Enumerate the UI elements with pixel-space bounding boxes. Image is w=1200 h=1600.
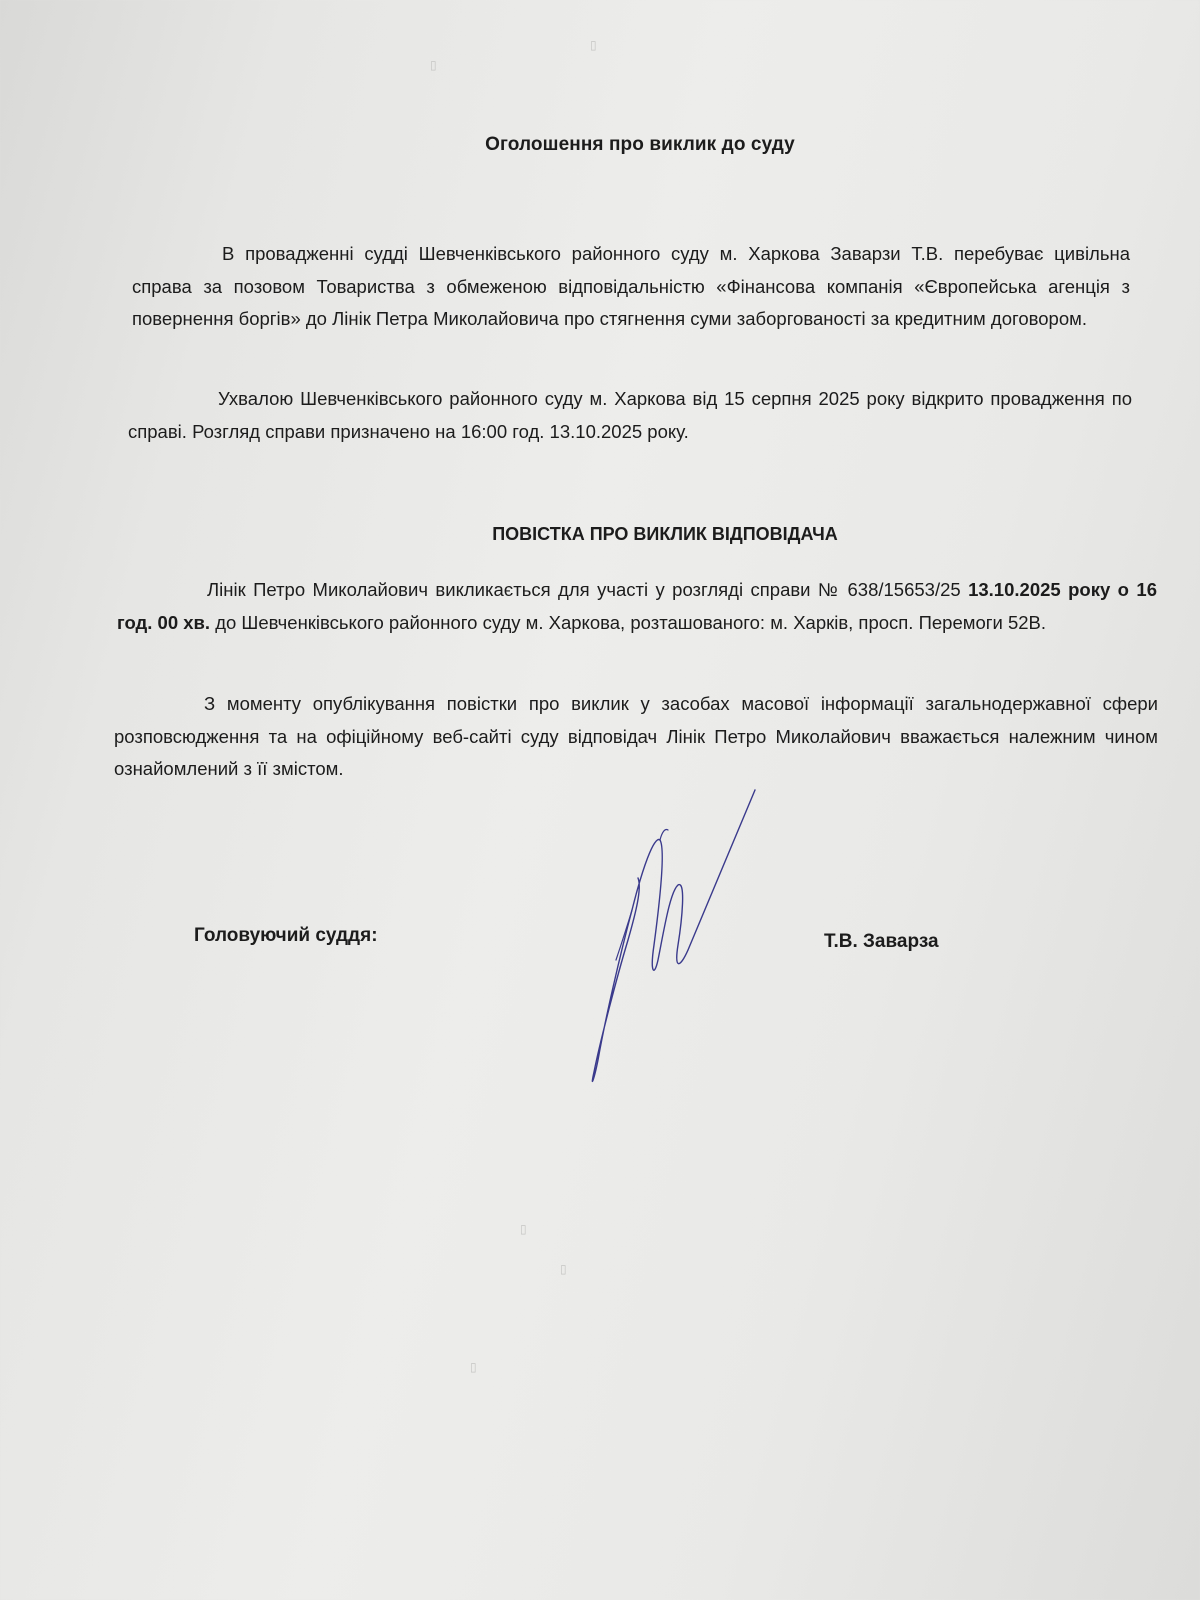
bleed-through-mark: ▯: [560, 1262, 567, 1276]
summons-paragraph: [117, 574, 1157, 639]
ruling-paragraph: Ухвалою Шевченківського районного суду м. Харкова від 15 серпня 2025 року відкрито провадження по справі. Розгляд справи призначено на 16:00 год. 13.10.2025 року.: [128, 388, 1132, 442]
summons-text-start: Лінік Петро Миколайович викликається для участі у розгляді справи № 638/15653/25: [207, 579, 969, 600]
signature-icon: [570, 780, 770, 1100]
notice-paragraph: З моменту опублікування повістки про виклик у засобах масової інформації загальнодержавної сфери розповсюдження та на офіційному веб-сайті суду відповідач Лінік Петро Миколайович вважається належним чином ознайомлений з її змістом.: [114, 693, 1158, 779]
bleed-through-mark: ▯: [590, 38, 597, 52]
hearing-datetime: 13.10.2025 року о 16 год. 00 хв.: [117, 579, 1157, 633]
document-title: Оголошення про виклик до суду: [485, 134, 795, 155]
summons-heading: ПОВІСТКА ПРО ВИКЛИК ВІДПОВІДАЧА: [492, 524, 838, 544]
bleed-through-mark: ▯: [520, 1222, 527, 1236]
bleed-through-mark: ▯: [470, 1360, 477, 1374]
case-paragraph: В провадженні судді Шевченківського районного суду м. Харкова Заварзи Т.В. перебуває цивільна справа за позовом Товариства з обмеженою відповідальністю «Фінансова компанія «Європейська агенція з повернення боргів» до Лінік Петра Миколайовича про стягнення суми заборгованості за кредитним договором.: [132, 243, 1130, 329]
summons-text-end: до Шевченківського районного суду м. Харкова, розташованого: м. Харків, просп. Перемоги 52В.: [210, 611, 1047, 633]
presiding-judge-label: Головуючий суддя:: [194, 925, 378, 946]
judge-name: Т.В. Заварза: [824, 931, 939, 952]
bleed-through-mark: ▯: [430, 58, 437, 72]
